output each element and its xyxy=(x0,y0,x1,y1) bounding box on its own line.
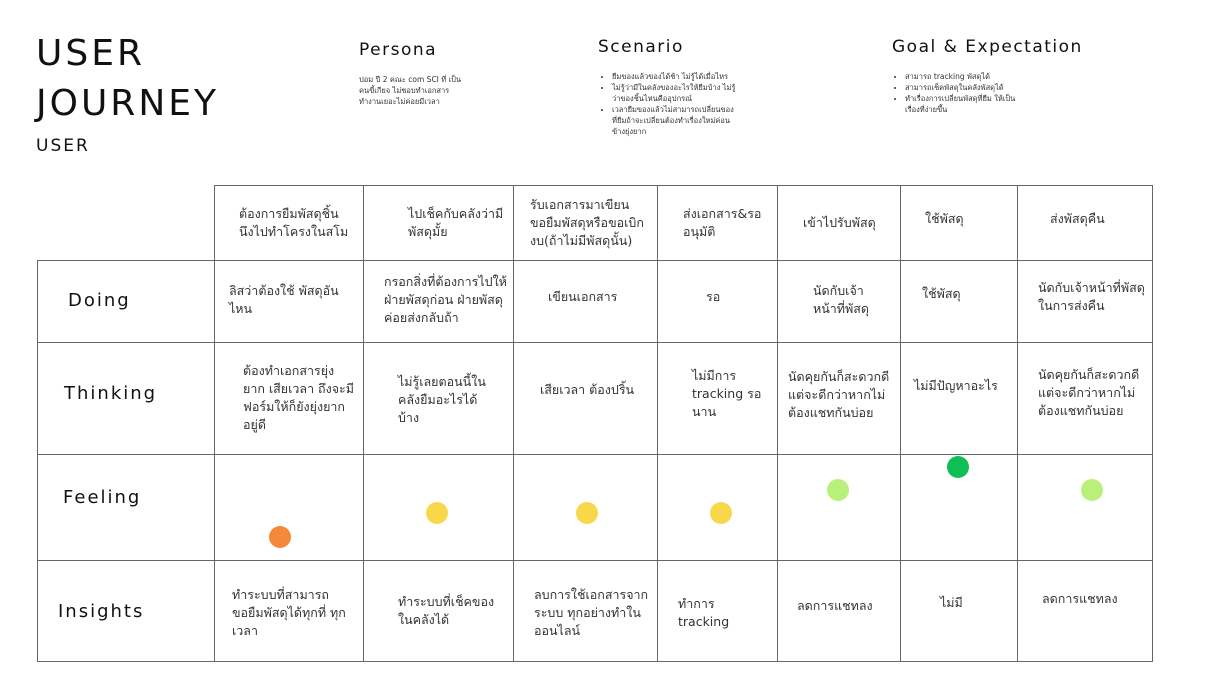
scenario-heading: Scenario xyxy=(598,37,684,57)
page-title-line1: USER xyxy=(36,33,145,74)
feeling-dot xyxy=(269,526,291,548)
thinking-cell: เสียเวลา ต้องปริ้น xyxy=(540,382,635,397)
grid-line xyxy=(1152,185,1153,662)
insights-cell: ไม่มี xyxy=(940,595,963,610)
goal-item: • สามารถเช็คพัสดุในคลังพัสดุได้ xyxy=(905,82,1023,93)
insights-cell: ลดการแชทลง xyxy=(797,598,873,613)
grid-line xyxy=(37,454,1152,455)
goal-list xyxy=(893,71,1023,115)
grid-line xyxy=(37,260,1152,261)
stage-header: ไปเช็คกับคลังว่ามีพัสดุมั้ย xyxy=(408,206,504,239)
feeling-dot xyxy=(426,502,448,524)
doing-cell: นัดกับเจ้าหน้าที่พัสดุในการส่งคืน xyxy=(1038,280,1145,313)
thinking-cell: ไม่มีปัญหาอะไร xyxy=(914,378,998,393)
row-label-feeling: Feeling xyxy=(63,487,142,508)
grid-line xyxy=(777,185,778,662)
grid-line xyxy=(363,185,364,662)
stage-header: รับเอกสารมาเขียนขอยืมพัสดุหรือขอเบิกงบ(ถ้าไม่มีพัสดุนั้น) xyxy=(530,197,644,248)
doing-cell: เขียนเอกสาร xyxy=(548,289,618,304)
goal-item: • สามารถ tracking พัสดุได้ xyxy=(905,71,1023,82)
grid-line xyxy=(37,260,38,662)
feeling-dot xyxy=(827,479,849,501)
doing-cell: ลิสว่าต้องใช้ พัสดุอันไหน xyxy=(229,283,339,316)
doing-cell: รอ xyxy=(706,289,721,304)
doing-cell: กรอกสิ่งที่ต้องการไปให้ฝ่ายพัสดุก่อน ฝ่ายพัสดุค่อยส่งกลับถ้า xyxy=(384,274,507,325)
row-label-doing: Doing xyxy=(68,290,131,311)
grid-line xyxy=(37,560,1152,561)
doing-cell: ใช้พัสดุ xyxy=(922,286,961,301)
grid-line xyxy=(900,185,901,662)
page-title-line2: JOURNEY xyxy=(36,83,219,124)
thinking-cell: นัดคุยกันก็สะดวกดี แต่จะดีกว่าหากไม่ต้องแชทกันบ่อย xyxy=(1038,367,1140,418)
persona-text: ปอม ปี 2 คณะ com SCI ที่ เป็นคนขี้เกียจ ไม่ชอบทำเอกสาร ทำงานเยอะไม่ค่อยมีเวลา xyxy=(359,75,462,106)
row-label-insights: Insights xyxy=(58,601,145,622)
doing-cell: นัดกับเจ้าหน้าที่พัสดุ xyxy=(813,283,870,316)
feeling-dot xyxy=(576,502,598,524)
thinking-cell: ไม่มีการ tracking รอนาน xyxy=(692,368,762,419)
page-subtitle: USER xyxy=(36,136,90,156)
scenario-item: • ไม่รู้ว่ามีในคลังของอะไรให้ยืมบ้าง ไม่รู้ว่าของชิ้นไหนคืออุปกรณ์ xyxy=(612,82,736,104)
thinking-cell: นัดคุยกันก็สะดวกดี แต่จะดีกว่าหากไม่ต้องแชทกันบ่อย xyxy=(788,369,890,420)
grid-line xyxy=(513,185,514,662)
scenario-item: • เวลายืมของแล้วไม่สามารถเปลี่ยนของที่ยืมถ้าจะเปลี่ยนต้องทำเรื่องใหม่ค่อนข้างยุ่งยาก xyxy=(612,104,736,137)
goal-heading: Goal & Expectation xyxy=(892,37,1083,57)
insights-cell: ทำระบบที่สามารถขอยืมพัสดุได้ทุกที่ ทุกเวลา xyxy=(232,587,346,638)
grid-line xyxy=(214,185,215,662)
grid-line xyxy=(214,185,1152,186)
stage-header: ส่งพัสดุคืน xyxy=(1050,211,1105,226)
stage-header: ส่งเอกสาร&รออนุมัติ xyxy=(683,206,762,239)
feeling-dot xyxy=(1081,479,1103,501)
insights-cell: ทำการ tracking xyxy=(678,596,730,629)
scenario-list xyxy=(600,71,736,137)
feeling-dot xyxy=(710,502,732,524)
stage-header: ต้องการยืมพัสดุชิ้นนึงไปทำโครงในสโม xyxy=(239,206,349,239)
scenario-item: • ยืมของแล้วของได้ช้า ไม่รู้ได้เมื่อไหร xyxy=(612,71,736,82)
grid-line xyxy=(657,185,658,662)
row-label-thinking: Thinking xyxy=(64,383,158,404)
feeling-dot xyxy=(947,456,969,478)
goal-item: • ทำเรื่องการเปลี่ยนพัสดุที่ยืม ให้เป็นเรื่องที่ง่ายขึ้น xyxy=(905,93,1023,115)
grid-line xyxy=(37,661,1152,662)
grid-line xyxy=(1017,185,1018,662)
insights-cell: ทำระบบที่เช็คของในคลังได้ xyxy=(398,594,495,627)
insights-cell: ลบการใช้เอกสารจากระบบ ทุกอย่างทำในออนไลน์ xyxy=(534,587,649,638)
grid-line xyxy=(37,342,1152,343)
thinking-cell: ไม่รู้เลยตอนนี้ในคลังยืมอะไรได้บ้าง xyxy=(398,374,486,425)
thinking-cell: ต้องทำเอกสารยุ่งยาก เสียเวลา ถึงจะมีฟอร์มให้ก็ยังยุ่งยากอยู่ดี xyxy=(243,363,355,432)
stage-header: เข้าไปรับพัสดุ xyxy=(803,215,876,230)
stage-header: ใช้พัสดุ xyxy=(925,211,964,226)
persona-heading: Persona xyxy=(359,40,438,60)
insights-cell: ลดการแชทลง xyxy=(1042,591,1118,606)
